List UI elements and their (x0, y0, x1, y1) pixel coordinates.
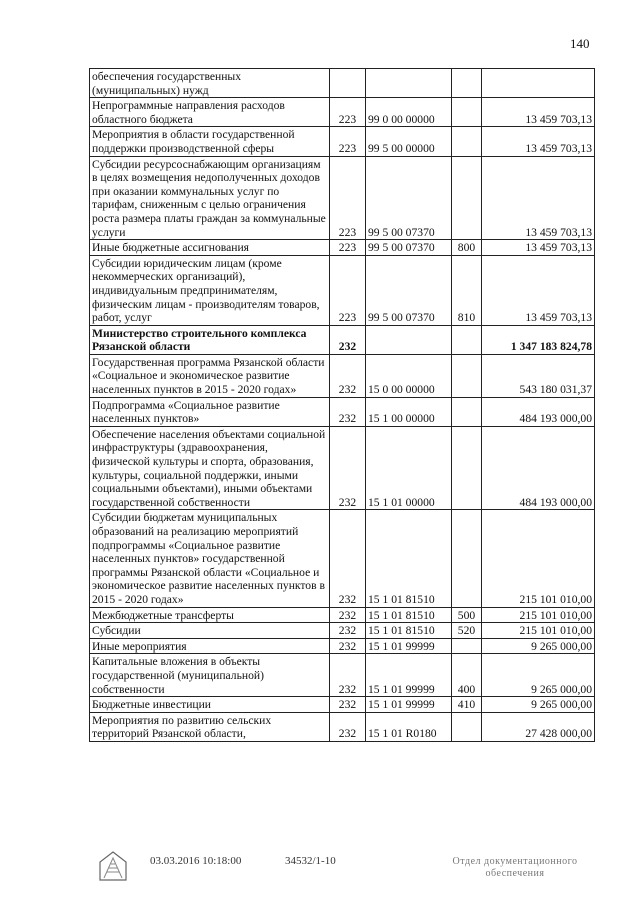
row-amount: 13 459 703,13 (482, 255, 595, 325)
row-ministry-code: 223 (330, 98, 366, 127)
row-amount: 543 180 031,37 (482, 354, 595, 397)
row-amount: 1 347 183 824,78 (482, 325, 595, 354)
row-amount: 215 101 010,00 (482, 607, 595, 623)
row-expense-type (452, 510, 482, 607)
row-ministry-code: 232 (330, 712, 366, 741)
row-expense-type (452, 325, 482, 354)
table-row (90, 607, 595, 623)
row-name: Государственная программа Рязанской области «Социальное и экономическое развитие населенных пунктов в 2015 - 2020 годах» (90, 354, 330, 397)
row-target-article (366, 69, 452, 98)
row-name: Межбюджетные трансферты (90, 607, 330, 623)
row-target-article: 15 1 01 81510 (366, 623, 452, 639)
row-target-article: 15 1 01 81510 (366, 510, 452, 607)
row-name: Обеспечение населения объектами социальной инфраструктуры (здравоохранения, физической культуры и спорта, образования, культуры, социальной поддержки, иными социальными объектами), иными объектами государственной собственности (90, 426, 330, 510)
row-target-article: 15 1 00 00000 (366, 397, 452, 426)
table-row (90, 712, 595, 741)
row-name: Субсидии (90, 623, 330, 639)
row-ministry-code: 232 (330, 654, 366, 697)
table-row (90, 69, 595, 98)
row-target-article: 15 1 01 99999 (366, 697, 452, 713)
row-expense-type: 810 (452, 255, 482, 325)
row-expense-type (452, 426, 482, 510)
row-expense-type (452, 712, 482, 741)
row-amount: 13 459 703,13 (482, 240, 595, 256)
row-amount: 484 193 000,00 (482, 397, 595, 426)
row-target-article: 15 1 01 81510 (366, 607, 452, 623)
row-expense-type: 410 (452, 697, 482, 713)
row-expense-type: 520 (452, 623, 482, 639)
row-name: Иные мероприятия (90, 638, 330, 654)
row-target-article: 99 5 00 07370 (366, 255, 452, 325)
row-name: Непрограммные направления расходов областного бюджета (90, 98, 330, 127)
row-amount: 9 265 000,00 (482, 654, 595, 697)
row-target-article: 15 1 01 R0180 (366, 712, 452, 741)
row-name: Субсидии бюджетам муниципальных образований на реализацию мероприятий подпрограммы «Социальное развитие населенных пунктов» государственной программы Рязанской области «Социальное и экономическое развитие населенных пунктов в 2015 - 2020 годах» (90, 510, 330, 607)
row-name: Субсидии ресурсоснабжающим организациям в целях возмещения недополученных доходов при оказании коммунальных услуг по тарифам, сниженным с целью ограничения роста размера платы граждан за коммунальные услуги (90, 156, 330, 240)
table-row (90, 426, 595, 510)
table-row (90, 98, 595, 127)
row-expense-type (452, 156, 482, 240)
row-amount: 215 101 010,00 (482, 510, 595, 607)
coat-of-arms-icon (96, 850, 130, 884)
row-expense-type (452, 69, 482, 98)
row-ministry-code: 232 (330, 638, 366, 654)
row-name: Мероприятия по развитию сельских территорий Рязанской области, (90, 712, 330, 741)
row-name: Подпрограмма «Социальное развитие населенных пунктов» (90, 397, 330, 426)
row-expense-type (452, 397, 482, 426)
stamp-line-1: Отдел документационного (452, 856, 578, 867)
row-name: Субсидии юридическим лицам (кроме некоммерческих организаций), индивидуальным предпринимателям, физическим лицам - производителям товаров, работ, услуг (90, 255, 330, 325)
stamp-line-2: обеспечения (485, 868, 545, 879)
row-expense-type (452, 354, 482, 397)
row-name: обеспечения государственных (муниципальных) нужд (90, 69, 330, 98)
row-ministry-code: 232 (330, 607, 366, 623)
row-ministry-code: 223 (330, 240, 366, 256)
row-target-article: 99 5 00 07370 (366, 240, 452, 256)
row-name: Капитальные вложения в объекты государственной (муниципальной) собственности (90, 654, 330, 697)
row-name: Мероприятия в области государственной поддержки производственной сферы (90, 127, 330, 156)
row-expense-type: 400 (452, 654, 482, 697)
row-amount: 13 459 703,13 (482, 127, 595, 156)
footer-datetime: 03.03.2016 10:18:00 (150, 855, 242, 867)
row-amount: 215 101 010,00 (482, 623, 595, 639)
row-expense-type (452, 127, 482, 156)
row-amount: 13 459 703,13 (482, 98, 595, 127)
row-amount: 484 193 000,00 (482, 426, 595, 510)
row-name: Министерство строительного комплекса Рязанской области (90, 325, 330, 354)
row-target-article: 15 0 00 00000 (366, 354, 452, 397)
row-ministry-code: 232 (330, 354, 366, 397)
row-ministry-code: 232 (330, 426, 366, 510)
row-expense-type: 800 (452, 240, 482, 256)
table-row (90, 156, 595, 240)
row-ministry-code: 232 (330, 325, 366, 354)
row-target-article: 99 5 00 00000 (366, 127, 452, 156)
row-amount (482, 69, 595, 98)
row-target-article: 99 0 00 00000 (366, 98, 452, 127)
table-row (90, 697, 595, 713)
row-amount: 9 265 000,00 (482, 697, 595, 713)
row-amount: 27 428 000,00 (482, 712, 595, 741)
budget-table-body (90, 69, 595, 742)
table-row (90, 127, 595, 156)
table-row (90, 638, 595, 654)
row-expense-type (452, 98, 482, 127)
row-target-article: 99 5 00 07370 (366, 156, 452, 240)
row-ministry-code: 232 (330, 623, 366, 639)
table-row (90, 354, 595, 397)
row-ministry-code: 232 (330, 397, 366, 426)
row-name: Иные бюджетные ассигнования (90, 240, 330, 256)
table-row (90, 623, 595, 639)
row-target-article: 15 1 01 99999 (366, 638, 452, 654)
row-expense-type (452, 638, 482, 654)
row-expense-type: 500 (452, 607, 482, 623)
row-amount: 13 459 703,13 (482, 156, 595, 240)
table-row (90, 654, 595, 697)
row-ministry-code (330, 69, 366, 98)
row-name: Бюджетные инвестиции (90, 697, 330, 713)
page-number: 140 (570, 36, 590, 51)
table-row (90, 325, 595, 354)
table-row (90, 397, 595, 426)
table-row (90, 240, 595, 256)
row-target-article: 15 1 01 00000 (366, 426, 452, 510)
budget-table (89, 68, 595, 742)
department-stamp (445, 856, 585, 880)
row-amount: 9 265 000,00 (482, 638, 595, 654)
row-ministry-code: 232 (330, 510, 366, 607)
row-ministry-code: 223 (330, 255, 366, 325)
row-ministry-code: 223 (330, 156, 366, 240)
footer-doc-number: 34532/1-10 (285, 855, 336, 867)
row-target-article: 15 1 01 99999 (366, 654, 452, 697)
row-target-article (366, 325, 452, 354)
row-ministry-code: 223 (330, 127, 366, 156)
table-row (90, 255, 595, 325)
table-row (90, 510, 595, 607)
row-ministry-code: 232 (330, 697, 366, 713)
